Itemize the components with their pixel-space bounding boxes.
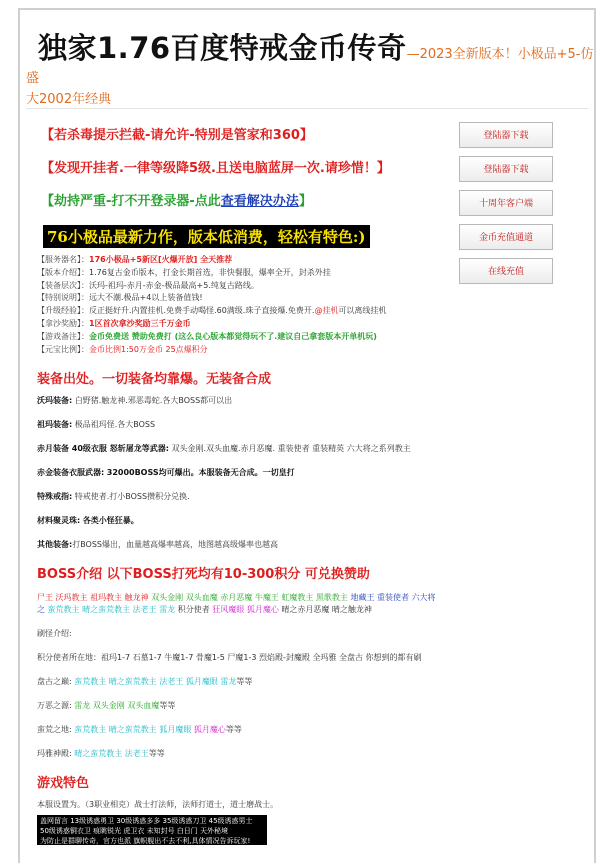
boss-name: 牛魔王 xyxy=(254,593,279,603)
equip-item: 祖玛装备: 极品祖玛怪.各大BOSS xyxy=(37,420,156,430)
server-info-list xyxy=(37,254,437,356)
info-row: 【版本介绍】：1.76复古金币版本，打金长期首选，非快餐服，爆率全开，封杀外挂 xyxy=(37,267,331,277)
online-recharge-button[interactable]: 在线充值 xyxy=(459,258,553,284)
login-hijack-warning xyxy=(41,190,437,209)
info-row: 【服务器名】：176小极品+5新区[火爆开放] 全天推荐 xyxy=(37,255,233,264)
launcher-download-button-2[interactable]: 登陆器下载 xyxy=(459,156,553,182)
refresh-text: 积分使者所在地：祖玛1-7 石墓1-7 牛魔1-7 骨魔1-5 尸魔1-3 烈焰殿-封魔殿 全玛雅 全盘古 你想到的都有刷 xyxy=(37,653,422,663)
info-row: 【升级经验】：反正挺好升.内置挂机.免费手动喝怪.60满级.珠子直接爆.免费开.@挂机可以离线挂机 xyxy=(37,306,387,316)
page-header xyxy=(26,26,596,107)
launcher-download-button[interactable]: 登陆器下载 xyxy=(459,122,553,148)
boss-name: 蛮荒教主 xyxy=(47,605,80,615)
page-subtitle: —2023全新版本！小极品+5-仿盛 xyxy=(26,47,594,86)
main-content xyxy=(37,118,437,845)
game-screenshot-banner xyxy=(37,815,267,845)
boss-name: 双头金刚 xyxy=(151,593,184,603)
boss-name: 沃玛教主 xyxy=(55,593,88,603)
boss-name: 祖玛教主 xyxy=(90,593,123,603)
solution-link[interactable]: 查看解决办法 xyxy=(220,194,299,209)
anniversary-client-button[interactable]: 十周年客户端 xyxy=(459,190,553,216)
equip-item: 赤金装备衣服武器: 32000BOSS均可爆出。本服装备无合成。一切皇打 xyxy=(37,468,295,478)
page-subtitle-line2: 大2002年经典 xyxy=(26,92,112,107)
info-row: 【游戏备注】：金币免费送 赞助免费打 (这么良心版本都觉得玩不了.建议自己拿套版本开单机玩) xyxy=(37,331,377,341)
info-row: 【拿沙奖励】：1区首次拿沙奖励三千万金币 xyxy=(37,318,191,328)
refresh-label: 刷怪介绍: xyxy=(37,629,72,639)
boss-name: 触龙神 xyxy=(124,593,149,603)
boss-name: 狂风魔眼 xyxy=(212,605,245,615)
equip-item: 沃玛装备: 白野猪.触龙神.邪恶毒蛇.各大BOSS都可以出 xyxy=(37,396,233,406)
boss-name: 法老王 xyxy=(132,605,157,615)
equip-section-title: 装备出处。一切装备均靠爆。无装备合成 xyxy=(37,372,272,388)
boss-name: 赤月恶魔 xyxy=(220,593,253,603)
download-sidebar xyxy=(459,122,555,292)
header-divider xyxy=(26,108,588,109)
boss-name: 积分使者 xyxy=(177,605,210,615)
boss-name: 雷龙 xyxy=(159,605,176,615)
gold-recharge-button[interactable]: 金币充值通道 xyxy=(459,224,553,250)
page-title: 独家1.76百度特戒金币传奇 xyxy=(38,31,407,65)
gamebox-line: 盖网留言 13级诱惑勇卫 30级诱惑多多 35级诱惑刀卫 45级诱惑男士 xyxy=(40,817,253,826)
gamebox-line: 为防止是群聊传奇，官方也派 旗帜舰出不去不利,具体情况告诉玩家! xyxy=(40,837,251,846)
info-row: 【元宝比例】：金币比例1:50万金币 25点爆积分 xyxy=(37,344,208,354)
boss-name: 双头血魔 xyxy=(185,593,218,603)
map-row: 万恶之源: 雷龙 双头金刚 双头血魔等等 xyxy=(37,701,176,711)
antivirus-warning: 【若杀毒提示拦截-请允许-特别是管家和360】 xyxy=(41,128,313,143)
map-row: 蛮荒之地: 蛮荒教主 晴之蛮荒教主 狐月魔眼 狐月魔心等等 xyxy=(37,725,242,735)
info-row: 【装备层次】：沃玛-祖玛-赤月-赤金-极品最高+5.纯复古路线。 xyxy=(37,280,259,290)
boss-name: 晴之触龙神 xyxy=(331,605,372,615)
gamebox-line: 50级诱惑铜衣卫 痕眺锐光 虎卫衣 未知封号 白日门 天外秘境 xyxy=(40,827,229,836)
equip-item: 材料聚灵珠: 各类小怪狂暴。 xyxy=(37,516,139,526)
features-intro: 本服设置为。（3职业相克）战士打法师，法师打道士，道士磨战士。 xyxy=(37,800,279,810)
boss-name: 尸王 xyxy=(37,593,53,603)
login-warning-suffix: 】 xyxy=(298,194,312,209)
cheater-warning: 【发现开挂者.一律等级降5级.且送电脑蓝屏一次.请珍惜！】 xyxy=(41,161,390,176)
boss-name: 虹魔教主 xyxy=(281,593,314,603)
boss-name: 黑歌教主 xyxy=(315,593,348,603)
features-section-title: 游戏特色 xyxy=(37,776,90,792)
boss-section-title: BOSS介绍 以下BOSS打死均有10-300积分 可兑换赞助 xyxy=(37,567,370,583)
boss-name-list xyxy=(37,592,437,616)
info-row: 【特别说明】：远大不潮.极品+4以上装备值钱! xyxy=(37,293,203,303)
map-row: 玛雅神殿: 晴之蛮荒教主 法老王等等 xyxy=(37,749,165,759)
boss-name: 晴之蛮荒教主 xyxy=(82,605,131,615)
login-warning-prefix: 【劫持严重-打不开登录器-点此 xyxy=(41,194,221,209)
equip-item: 特殊戒指: 特戒使者.打小BOSS攒积分兑换. xyxy=(37,492,190,502)
boss-name: 晴之赤月恶魔 xyxy=(281,605,330,615)
equip-item: 其他装备:打BOSS爆出，血量越高爆率越高，地图越高级爆率也越高 xyxy=(37,540,279,550)
equip-item: 赤月装备 40级衣服 怒斩屠龙等武器: 双头金刚.双头血魔.赤月恶魔. 重装使者 重装精英 六大将之系列教主 xyxy=(37,444,411,454)
boss-name: 地藏王 xyxy=(350,593,375,603)
map-row: 盘古之巅: 蛮荒教主 晴之蛮荒教主 法老王 狐月魔眼 雷龙等等 xyxy=(37,677,253,687)
boss-name: 狐月魔心 xyxy=(246,605,279,615)
boss-name: 重装使者 xyxy=(377,593,410,603)
promo-banner: 76小极品最新力作，版本低消费，轻松有特色:) xyxy=(43,225,370,248)
boss-name: 六大将之 xyxy=(37,593,436,615)
